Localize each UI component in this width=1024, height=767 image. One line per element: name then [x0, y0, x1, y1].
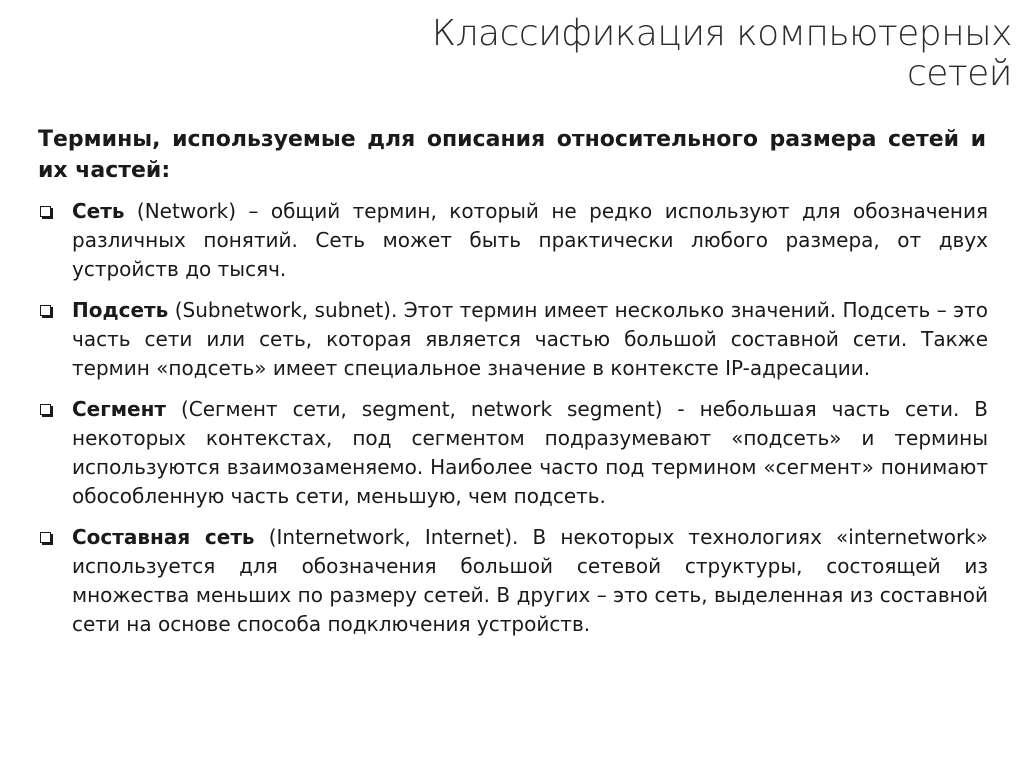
slide-title [312, 14, 1012, 94]
term-definition: (Subnetwork, subnet). Этот термин имеет несколько значений. Подсеть – это часть сети или сеть, которая является частью большой составной сети. Также термин «подсеть» имеет специальное значение в контексте IP-адресации. [72, 298, 988, 380]
term-item-subnetwork [38, 296, 988, 383]
term-item-segment [38, 395, 988, 511]
term-definition: (Network) – общий термин, который не редко используют для обозначения различных понятий. Сеть может быть практически любого размера, от двух устройств до тысяч. [72, 199, 988, 281]
section-heading: Термины, используемые для описания относительного размера сетей и их частей: [38, 127, 986, 183]
slide-title-line-1: Классификация компьютерных [431, 13, 1012, 54]
checkbox-bullet-icon [40, 404, 51, 415]
term-name: Составная сеть [72, 525, 255, 549]
term-list [38, 197, 988, 651]
checkbox-bullet-icon [40, 206, 51, 217]
term-definition: (Internetwork, Internet). В некоторых технологиях «internetwork» используется для обозначения большой сетевой структуры, состоящей из множества меньших по размеру сетей. В других – это сеть, выделенная из составной сети на основе способа подключения устройств. [72, 525, 988, 636]
term-name: Подсеть [72, 298, 169, 322]
checkbox-bullet-icon [40, 532, 51, 543]
term-item-network [38, 197, 988, 284]
slide-title-line-2: сетей [906, 53, 1012, 94]
checkbox-bullet-icon [40, 305, 51, 316]
term-name: Сеть [72, 199, 125, 223]
term-name: Сегмент [72, 397, 167, 421]
term-item-internetwork [38, 523, 988, 639]
term-definition: (Сегмент сети, segment, network segment) - небольшая часть сети. В некоторых контекстах, под сегментом подразумевают «подсеть» и термины используются взаимозаменяемо. Наиболее часто под термином «сегмент» понимают обособленную часть сети, меньшую, чем подсеть. [72, 397, 988, 508]
